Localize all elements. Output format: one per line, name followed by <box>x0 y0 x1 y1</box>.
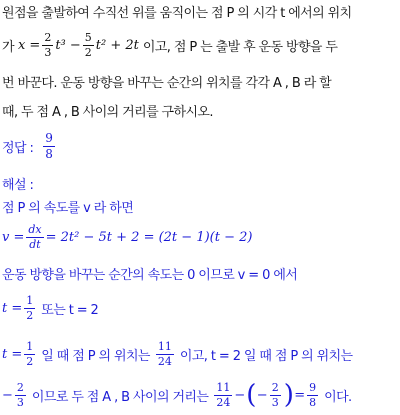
t-equals: t = <box>2 300 23 316</box>
fraction-denominator: 2 <box>26 308 34 322</box>
problem-text-1: 원점을 출발하여 수직선 위를 움직이는 점 P 의 시각 t 에서의 위치 <box>2 6 352 21</box>
fraction-dx-dt <box>26 224 43 250</box>
solution-text-5a: 일 때 점 P 의 위치는 <box>41 348 150 364</box>
solution-line-2 <box>2 219 398 255</box>
minus-sign: − <box>2 387 13 403</box>
fraction-numerator: 2 <box>44 30 52 44</box>
solution-line-4 <box>2 289 398 327</box>
fraction-9-8 <box>307 382 318 408</box>
fraction-denominator: 8 <box>45 146 53 161</box>
velocity-rhs: = 2t² − 5t + 2 = (2t − 1)(t − 2) <box>45 229 253 245</box>
solution-text-4: 또는 t = 2 <box>41 302 99 318</box>
fraction-1-2 <box>24 295 35 321</box>
minus-sign: − <box>234 387 246 403</box>
problem-text-2b: 이고, 점 P 는 출발 후 운동 방향을 두 <box>142 39 338 55</box>
fraction-11-24 <box>156 341 174 367</box>
fraction-denominator: 24 <box>216 395 231 409</box>
fraction-denominator: dt <box>29 237 41 251</box>
fraction-numerator: dx <box>28 222 42 236</box>
answer-fraction <box>43 132 55 160</box>
solution-text-5b: 이고, t = 2 일 때 점 P 의 위치는 <box>179 348 353 364</box>
solution-text-6a: 이므로 두 점 A , B 사이의 거리는 <box>31 389 209 405</box>
problem-text-2a: 가 <box>2 39 14 55</box>
answer-line <box>2 128 398 164</box>
fraction-denominator: 2 <box>84 45 92 59</box>
fraction-11-24 <box>214 382 232 408</box>
fraction-2-3 <box>270 382 281 408</box>
problem-text-3: 번 바꾼다. 운동 방향을 바꾸는 순간의 위치를 각각 A , B 라 할 <box>2 76 332 91</box>
problem-line-1 <box>2 2 398 21</box>
fraction-numerator: 2 <box>16 380 24 394</box>
solution-label-line <box>2 174 398 193</box>
velocity-lhs: v = <box>2 229 25 245</box>
problem-line-4 <box>2 101 398 120</box>
close-paren: ) <box>283 380 294 410</box>
solution-label: 해설 : <box>2 178 34 193</box>
minus-sign: − <box>256 387 268 403</box>
fraction-5-2 <box>83 32 94 58</box>
fraction-numerator: 2 <box>271 380 279 394</box>
solution-text-3: 운동 방향을 바꾸는 순간의 속도는 0 이므로 v = 0 에서 <box>2 268 298 283</box>
fraction-numerator: 9 <box>45 130 53 145</box>
answer-label: 정답 : <box>2 140 34 156</box>
fraction-numerator: 11 <box>216 380 231 394</box>
equation-lhs: x = <box>17 37 41 53</box>
fraction-denominator: 2 <box>26 354 34 368</box>
term-t3: t³ − <box>55 37 81 53</box>
equals-sign: = <box>294 387 306 403</box>
fraction-denominator: 3 <box>271 395 279 409</box>
term-t2: t² + 2t <box>95 37 139 53</box>
fraction-numerator: 1 <box>26 293 34 307</box>
solution-line-3 <box>2 264 398 283</box>
problem-line-2 <box>2 26 398 64</box>
fraction-1-2 <box>24 341 35 367</box>
fraction-denominator: 24 <box>157 354 172 368</box>
fraction-numerator: 11 <box>157 339 172 353</box>
fraction-2-3 <box>15 382 26 408</box>
t-equals: t = <box>2 346 23 362</box>
open-paren: ( <box>246 380 256 410</box>
solution-text-1: 점 P 의 속도를 v 라 하면 <box>2 201 134 216</box>
problem-line-3 <box>2 72 398 91</box>
fraction-numerator: 1 <box>26 339 34 353</box>
fraction-numerator: 9 <box>309 380 317 394</box>
problem-text-4: 때, 두 점 A , B 사이의 거리를 구하시오. <box>2 105 213 120</box>
fraction-numerator: 5 <box>84 30 92 44</box>
solution-text-6b: 이다. <box>324 389 352 405</box>
solution-line-5 <box>2 335 398 373</box>
solution-line-6 <box>2 376 398 414</box>
fraction-2-3 <box>42 32 53 58</box>
fraction-denominator: 3 <box>44 45 52 59</box>
fraction-denominator: 8 <box>309 395 317 409</box>
fraction-denominator: 3 <box>16 395 24 409</box>
solution-line-1 <box>2 197 398 216</box>
